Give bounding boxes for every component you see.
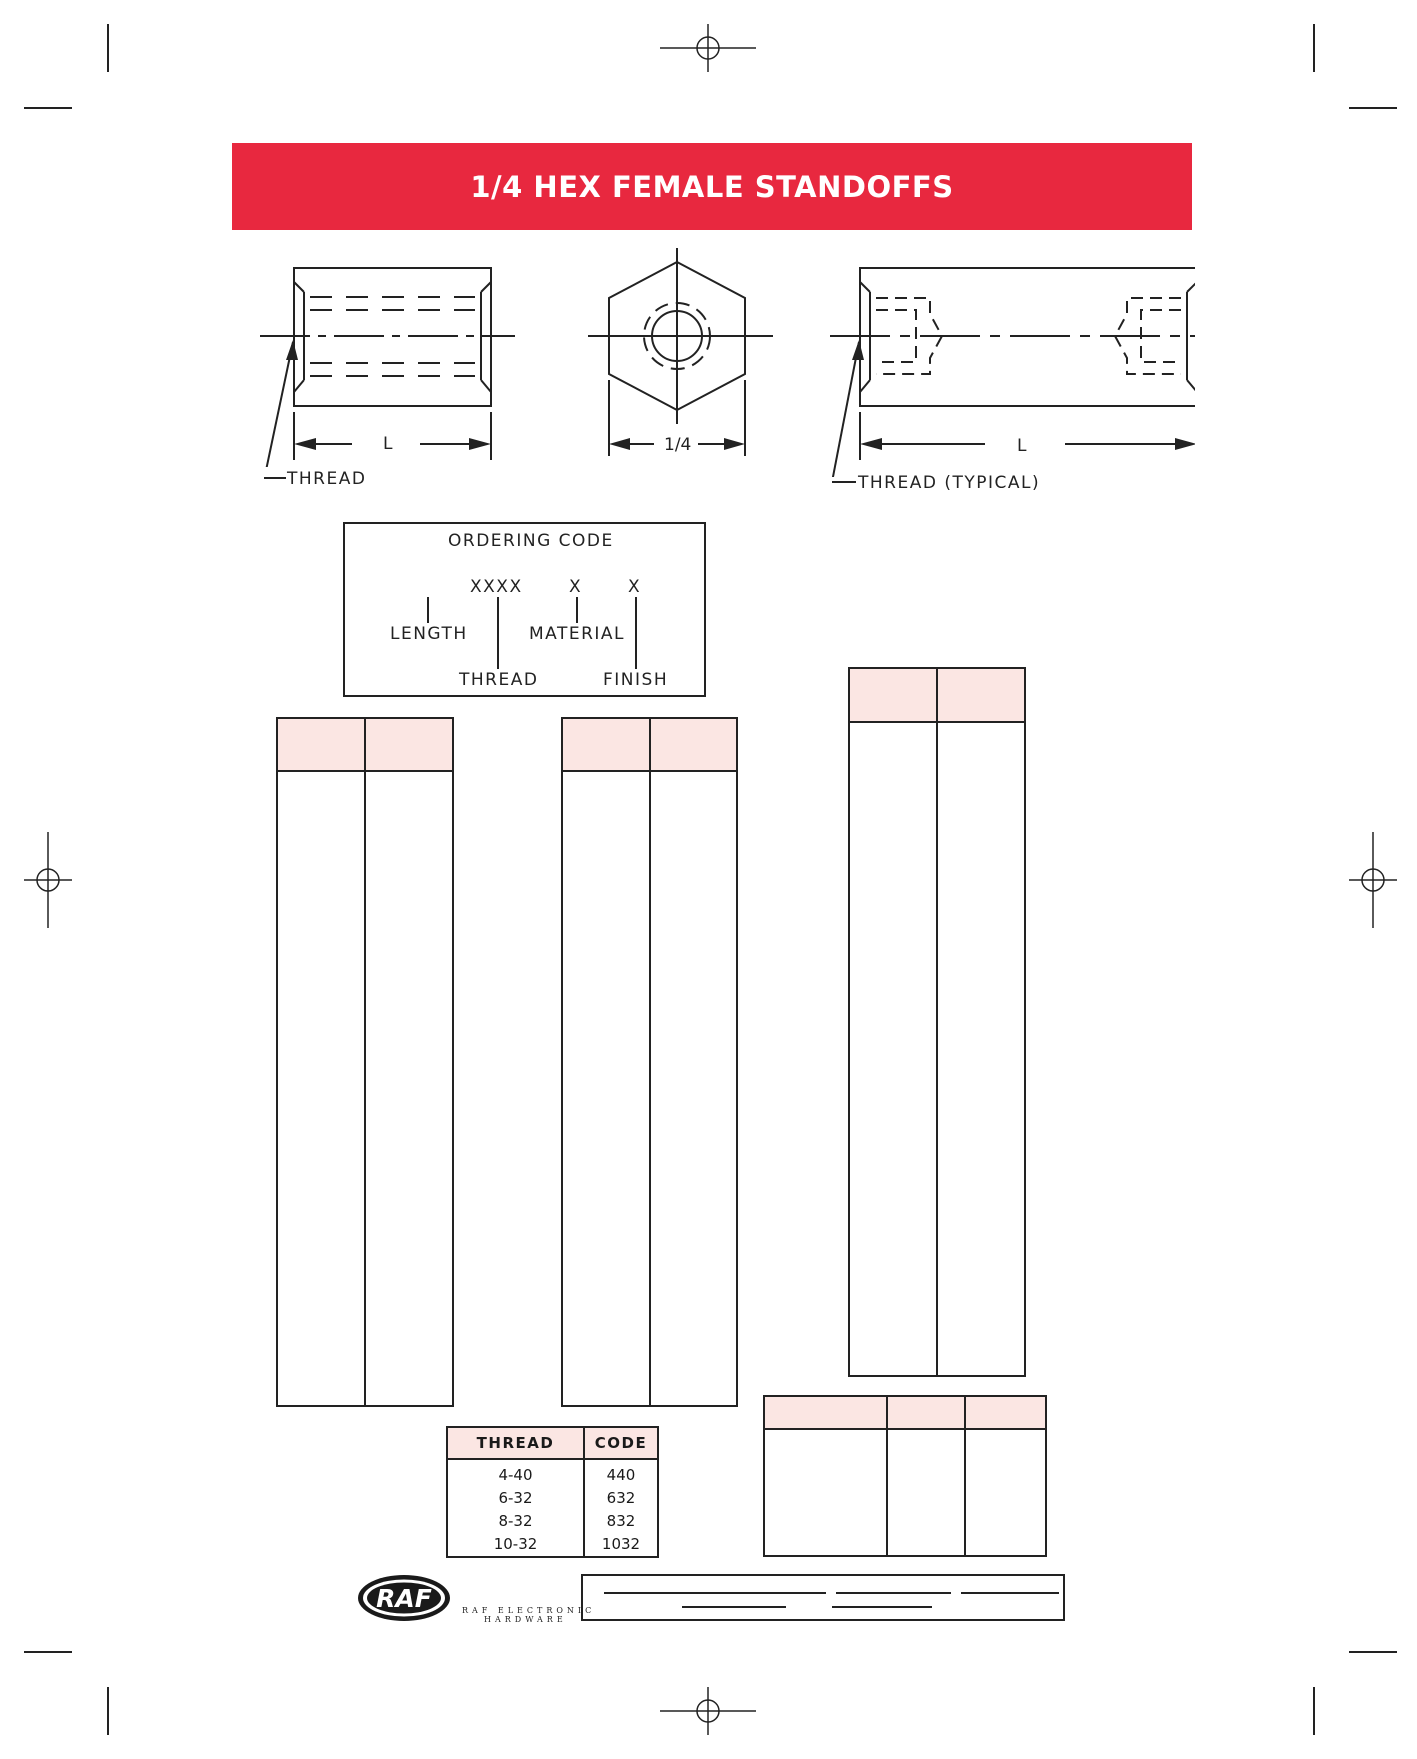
crop-mark <box>1313 1687 1315 1735</box>
table-header-cell <box>888 1397 965 1430</box>
thread-typical-callout-line <box>832 481 856 483</box>
length-dimension-label: L <box>383 434 394 454</box>
crop-mark <box>107 1687 109 1735</box>
registration-mark-right <box>1349 832 1397 928</box>
thread-code-table <box>446 1426 659 1558</box>
length-table-2 <box>561 717 738 1407</box>
material-leader <box>576 597 578 623</box>
length-table-1 <box>276 717 454 1407</box>
registration-mark-left <box>24 832 72 928</box>
length-leader <box>427 597 429 623</box>
table-column <box>563 719 649 1405</box>
thread-leader <box>497 597 499 669</box>
table-column <box>886 1397 965 1555</box>
table-column <box>936 669 1024 1375</box>
length-label: LENGTH <box>390 624 468 644</box>
table-header-cell <box>366 719 452 772</box>
thread-cell: 8-32 <box>498 1511 533 1530</box>
length-dimension-label: L <box>1017 436 1028 456</box>
thread-typical-callout-label: THREAD (TYPICAL) <box>858 473 1041 493</box>
thread-label: THREAD <box>459 670 539 690</box>
blank-line <box>961 1592 1059 1594</box>
blank-line <box>604 1592 826 1594</box>
thread-column <box>448 1428 583 1556</box>
table-column <box>364 719 452 1405</box>
footer-info-box <box>581 1574 1065 1621</box>
raf-logo-text: RAF <box>376 1584 432 1613</box>
blank-line <box>836 1592 951 1594</box>
table-header-cell <box>278 719 364 772</box>
crop-mark <box>107 24 109 72</box>
company-name-line-1: RAF ELECTRONIC <box>462 1606 596 1615</box>
material-finish-table <box>763 1395 1047 1557</box>
table-header-cell <box>563 719 649 772</box>
table-column <box>278 719 364 1405</box>
crop-mark <box>1349 107 1397 109</box>
thread-cell: 4-40 <box>498 1465 533 1484</box>
code-cell: 1032 <box>601 1534 641 1553</box>
code-cell: 632 <box>606 1488 636 1507</box>
table-header-cell <box>938 669 1024 723</box>
thread-cell: 10-32 <box>493 1534 538 1553</box>
registration-mark-top <box>660 24 756 72</box>
thread-cell: 6-32 <box>498 1488 533 1507</box>
code-cell: 832 <box>606 1511 636 1530</box>
crop-mark <box>1313 24 1315 72</box>
length-table-3 <box>848 667 1026 1377</box>
code-part-finish: X <box>628 577 642 597</box>
page-title: 1/4 HEX FEMALE STANDOFFS <box>470 169 954 204</box>
table-header-cell <box>850 669 936 723</box>
crop-mark <box>24 1651 72 1653</box>
table-column <box>850 669 936 1375</box>
material-label: MATERIAL <box>529 624 626 644</box>
hex-end-view-drawing <box>588 248 773 460</box>
crop-mark <box>24 107 72 109</box>
finish-leader <box>635 597 637 669</box>
table-column <box>649 719 737 1405</box>
thread-callout-label: THREAD <box>287 469 367 489</box>
table-header-cell <box>651 719 737 772</box>
code-part-material: X <box>569 577 583 597</box>
table-column <box>964 1397 1045 1555</box>
thread-column-header: THREAD <box>448 1428 583 1460</box>
title-banner <box>232 143 1192 230</box>
code-column-header: CODE <box>585 1428 657 1460</box>
company-name-line-2: HARDWARE <box>484 1615 567 1624</box>
code-column <box>583 1428 657 1556</box>
finish-label: FINISH <box>603 670 669 690</box>
ordering-code-title: ORDERING CODE <box>448 531 614 551</box>
code-cell: 440 <box>606 1465 636 1484</box>
raf-logo <box>356 1573 452 1623</box>
blank-line <box>682 1606 786 1608</box>
thread-callout-line <box>264 477 286 479</box>
crop-mark <box>1349 1651 1397 1653</box>
table-header-cell <box>966 1397 1045 1430</box>
standoff-blind-thread-drawing <box>830 262 1195 477</box>
code-part-length-thread: XXXX <box>470 577 523 597</box>
hex-size-dimension-label: 1/4 <box>664 435 692 455</box>
table-header-cell <box>765 1397 886 1430</box>
registration-mark-bottom <box>660 1687 756 1735</box>
table-column <box>765 1397 886 1555</box>
blank-line <box>832 1606 932 1608</box>
